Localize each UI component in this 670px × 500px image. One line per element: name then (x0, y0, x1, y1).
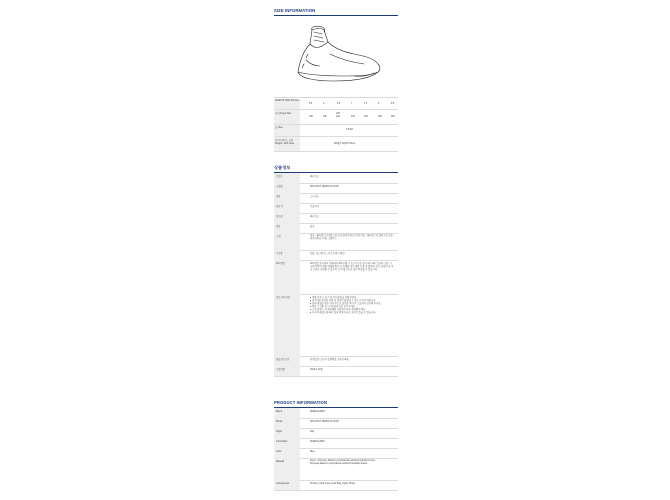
size-row-label: NIKE/US SIZE WS Size (275, 100, 300, 102)
kr-label: 종류 (276, 196, 281, 198)
kr-label: 제조 유의사항 (276, 297, 290, 299)
en-value: Outer - Polyester,Elastic,Lycra,Natural Leather(Cowhide) Lining - Polyester,Elastic,Lycra,Natural Leather(Cowhide),Suede (310, 460, 376, 465)
kr-row-material (274, 233, 398, 251)
size-info-divider (274, 15, 398, 16)
size-cell: 235 (309, 116, 313, 118)
size-row-label: 굽 Heel (275, 127, 283, 129)
size-row-label: 국내 Korea Size (275, 113, 292, 115)
size-cell: 8.5 (391, 103, 395, 105)
kr-value: 상품, 하드케이스, 더스트백, 여분끈 (310, 253, 345, 255)
size-cell: 240 (323, 116, 327, 118)
en-value: FERRAGAMO (310, 441, 325, 443)
weight-value: 820g(7.52g/5.5 Size) (334, 143, 356, 145)
product-info-en-title: PRODUCT INFORMATION (274, 400, 327, 405)
kr-value: 페라가모 (310, 176, 319, 178)
kr-label: 원산지 (276, 206, 283, 208)
size-row-weight (274, 137, 398, 152)
kr-value: 이탈리아 (310, 206, 319, 208)
size-cell: 245 (351, 116, 355, 118)
kr-value: A/S 방법 본사에서 진행되며 A/S 진행 시 소요기간은 통상 2주~4주 입니다. 접수 시 구매 내역과 제품 상태를 확인 후 진행됩니다. 제품 사용 중 발생한 손상, 변형 등은 유상 수리로 진행될 수 있으며, 수리 불가능한 경우 반송될 수 있습니다. (310, 263, 394, 271)
size-row-heel (274, 125, 398, 137)
size-table-top-line (274, 97, 398, 98)
en-row-material (274, 458, 398, 481)
en-value: NINA KNIT DENIM 0712755 (310, 421, 339, 423)
size-cell: 245 (24) (336, 113, 341, 118)
kr-label: A/S 방법 (276, 263, 285, 265)
en-label: Model (276, 421, 283, 423)
size-cell: 7 (351, 103, 353, 105)
product-info-kr-title: 상품정보 (274, 165, 291, 170)
en-value: FERRAGAMO (310, 411, 325, 413)
kr-label: 브랜드 (276, 176, 283, 178)
kr-value: 2024년 02월 (310, 369, 323, 371)
en-value: Product, Hard Case, Dust Bag, Spare String (310, 483, 355, 485)
size-row-label: 무게 / 케이스 포함 Weight / with Case (275, 140, 295, 145)
kr-label: 색상 (276, 226, 281, 228)
kr-row-as (274, 260, 398, 295)
kr-row-notice (274, 294, 398, 357)
en-label: Material (276, 461, 285, 463)
kr-label: 모델명 (276, 186, 283, 188)
kr-value: ● 제품 보관 시 습기 및 직사광선을 피해 주세요. ● 천연가죽 특성상 이염 및 변색이 발생할 수 있으니 주의 바랍니다. ● 물에 젖었을 경우 마른 천으로 물기를 제거 후 그늘에서 건조해 주세요. ● 세탁기 사용 및 드라이클리닝은 삼가 주세요. ● 오염 발생 시 중성세제를 사용하여 부분 세척해 주세요. ● 모니터 해상도에 따라 실제 색상과 다소 차이가 있을 수 있습니다. (310, 297, 382, 314)
kr-value: 페라가모 (310, 216, 319, 218)
size-cell: 6 (323, 103, 325, 105)
kr-row-import-date (274, 366, 398, 377)
kr-value: 겉감 - 폴리에스터,엘라스탄,코튼,천연가죽(소가죽) 안감 - 폴리에스터,엘라스탄,코튼,천연가죽(소가죽),스웨이드 (310, 235, 394, 240)
en-label: Color (276, 451, 282, 453)
kr-value: 스니커즈 (310, 196, 319, 198)
size-cell: 260 (391, 116, 395, 118)
en-value: Italy (310, 431, 315, 433)
en-label: Brand (276, 411, 283, 413)
kr-value: 블루 (310, 226, 315, 228)
size-cell: 255 (378, 116, 382, 118)
kr-label: 품질보증기준 (276, 359, 290, 361)
en-row-components (274, 480, 398, 491)
size-cell: 6.5 (337, 103, 341, 105)
kr-label: 구성품 (276, 253, 283, 255)
size-cell: 5.5 (309, 103, 313, 105)
kr-value: NINA KNIT DENIM 0712755 (310, 186, 339, 188)
en-value: Blue (310, 451, 315, 453)
kr-label: 수입연월 (276, 369, 285, 371)
size-row-korea (274, 110, 398, 125)
size-cell: 250 (364, 116, 368, 118)
size-info-title: SIZE INFORMATION (274, 8, 316, 13)
kr-label: 소재 (276, 236, 281, 238)
size-cell: 8 (378, 103, 380, 105)
en-label: Information (276, 441, 288, 443)
size-row-us (274, 99, 398, 110)
heel-value: 3.5CM (346, 129, 353, 131)
en-label: Components (276, 483, 290, 485)
en-label: Origin (276, 431, 283, 433)
size-cell: 7.5 (364, 103, 368, 105)
kr-label: 제조원 (276, 216, 283, 218)
sneaker-illustration (294, 24, 384, 86)
kr-value: 관련법 및 소비자 분쟁해결 규정에 따름 (310, 359, 349, 361)
